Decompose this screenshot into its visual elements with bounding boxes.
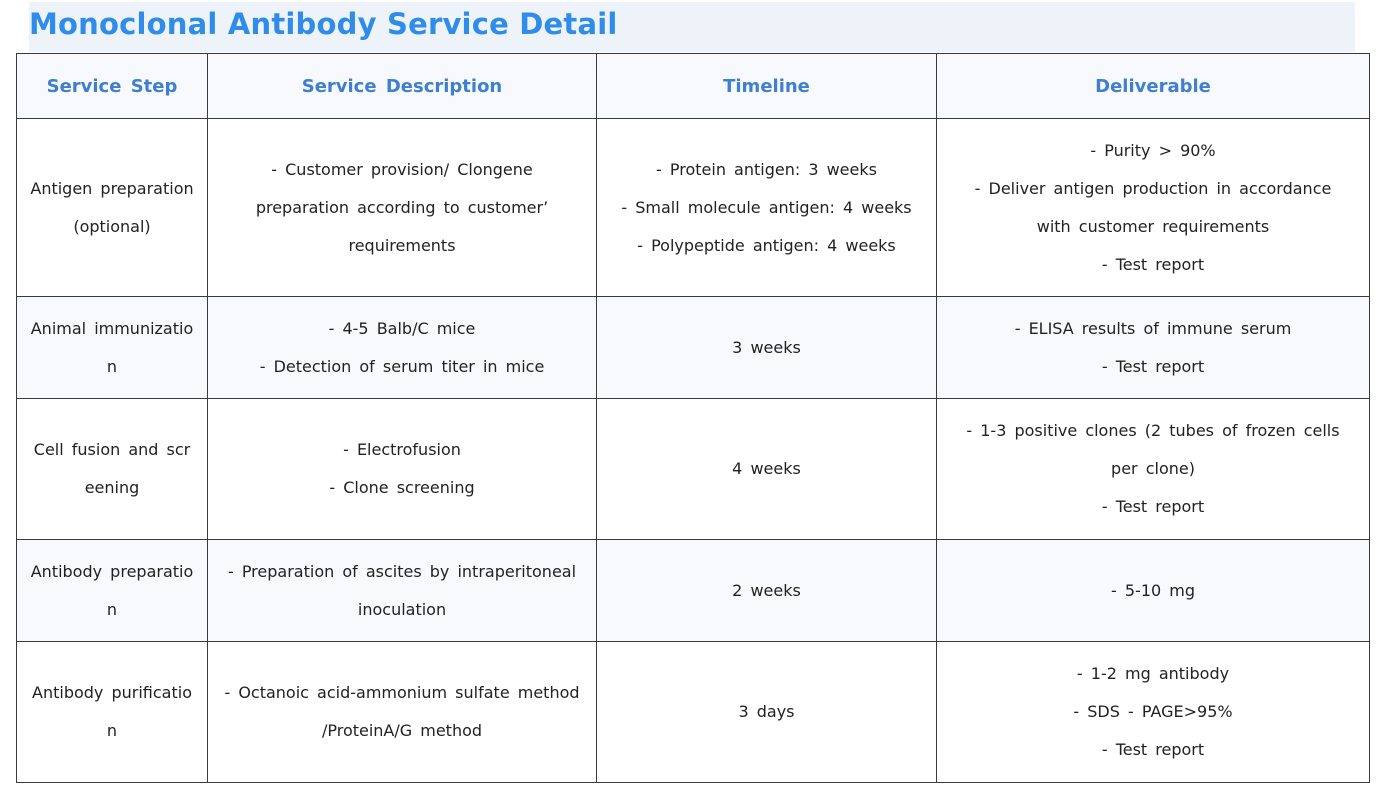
description-cell (208, 119, 597, 297)
deliverable-cell (937, 119, 1370, 297)
cell-line: Antigen preparation (30, 178, 194, 198)
table-row (17, 642, 1370, 783)
cell-line: - Preparation of ascites by intraperitoneal (227, 561, 577, 581)
deliverable-cell (937, 399, 1370, 540)
title-bar (29, 2, 1355, 52)
cell-line: n (106, 356, 118, 376)
timeline-cell (597, 642, 937, 783)
cell-line: - Octanoic acid-ammonium sulfate method (224, 683, 580, 702)
cell-line: - 1-3 positive clones (2 tubes of frozen cells (966, 421, 1340, 440)
header-service-description: Service Description (208, 54, 597, 119)
cell-line: - Electrofusion (343, 440, 461, 459)
cell-line: requirements (348, 235, 456, 255)
cell-line: - Test report (1101, 497, 1205, 516)
table-row (17, 540, 1370, 642)
cell-line: - 4-5 Balb/C mice (328, 318, 476, 338)
cell-line: - Deliver antigen production in accordance (974, 178, 1332, 198)
cell-line: /ProteinA/G method (321, 721, 483, 740)
cell-line: Animal immunizatio (30, 318, 194, 338)
cell-line: Antibody preparatio (30, 561, 194, 581)
cell-line: n (106, 721, 118, 740)
cell-line: eening (84, 478, 140, 497)
cell-line: - ELISA results of immune serum (1014, 318, 1292, 338)
step-cell (17, 297, 208, 399)
cell-line: - Test report (1101, 356, 1205, 376)
cell-line: (optional) (73, 216, 151, 236)
cell-line: - Test report (1101, 254, 1205, 274)
deliverable-cell (937, 642, 1370, 783)
deliverable-cell (937, 297, 1370, 399)
service-table (16, 53, 1370, 783)
cell-line: - 1-2 mg antibody (1076, 664, 1230, 683)
cell-line: n (106, 599, 118, 619)
page-title: Monoclonal Antibody Service Detail (29, 7, 618, 41)
cell-line: Antibody purificatio (32, 683, 192, 702)
table-row (17, 297, 1370, 399)
step-cell (17, 119, 208, 297)
timeline-cell (597, 399, 937, 540)
table-row (17, 119, 1370, 297)
cell-line: - Purity > 90% (1090, 140, 1216, 160)
cell-line: - Protein antigen: 3 weeks (656, 159, 877, 179)
deliverable-cell (937, 540, 1370, 642)
description-cell (208, 642, 597, 783)
table-row (17, 399, 1370, 540)
step-cell (17, 540, 208, 642)
cell-line: 2 weeks (732, 580, 801, 600)
cell-line: - SDS - PAGE>95% (1073, 702, 1233, 721)
cell-line: - Customer provision/ Clongene (271, 159, 533, 179)
header-row (17, 54, 1370, 119)
cell-line: Cell fusion and scr (33, 440, 191, 459)
description-cell (208, 540, 597, 642)
cell-line: - Detection of serum titer in mice (259, 356, 545, 376)
cell-line: - Clone screening (329, 478, 475, 497)
cell-line: 4 weeks (732, 459, 801, 478)
cell-line: - Polypeptide antigen: 4 weeks (637, 235, 896, 255)
cell-line: preparation according to customer’ (255, 197, 549, 217)
cell-line: 3 days (738, 702, 795, 721)
step-cell (17, 642, 208, 783)
step-cell (17, 399, 208, 540)
timeline-cell (597, 119, 937, 297)
header-service-step: Service Step (17, 54, 208, 119)
header-deliverable: Deliverable (937, 54, 1370, 119)
cell-line: - 5-10 mg (1111, 580, 1195, 600)
cell-line: - Small molecule antigen: 4 weeks (621, 197, 912, 217)
header-timeline: Timeline (597, 54, 937, 119)
cell-line: 3 weeks (732, 337, 801, 357)
timeline-cell (597, 540, 937, 642)
cell-line: with customer requirements (1036, 216, 1270, 236)
description-cell (208, 399, 597, 540)
description-cell (208, 297, 597, 399)
cell-line: per clone) (1111, 459, 1195, 478)
cell-line: inoculation (357, 599, 447, 619)
cell-line: - Test report (1101, 740, 1205, 759)
timeline-cell (597, 297, 937, 399)
